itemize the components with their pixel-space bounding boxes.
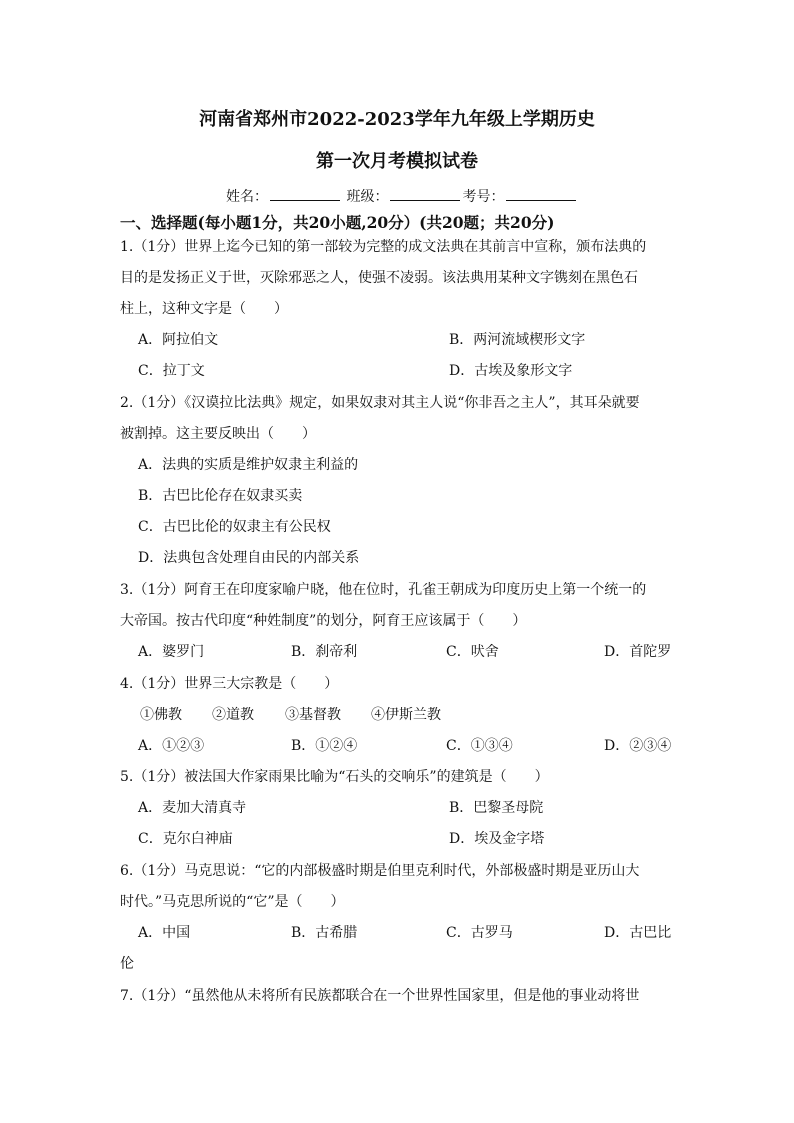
question-3-line-1: 3.（1分）阿育王在印度家喻户晓，他在位时，孔雀王朝成为印度历史上第一个统一的	[120, 582, 647, 598]
question-4-option-a[interactable]: A．①②③	[138, 738, 205, 754]
question-4-option-b[interactable]: B．①②④	[291, 738, 358, 754]
question-5-line-1: 5.（1分）被法国大作家雨果比喻为“石头的交响乐”的建筑是（ ）	[120, 769, 549, 785]
student-info-row	[226, 186, 578, 206]
question-6-option-d[interactable]: D．古巴比	[604, 925, 672, 941]
question-2-line-2: 被割掉。这主要反映出（ ）	[120, 426, 316, 442]
question-4-option-c[interactable]: C．①③④	[446, 738, 513, 754]
question-3-option-d[interactable]: D．首陀罗	[604, 644, 672, 660]
class-label: 班级：	[346, 189, 389, 205]
exam-no-label: 考号：	[462, 189, 505, 205]
question-7-line-1: 7.（1分）“虽然他从未将所有民族都联合在一个世界性国家里，但是他的事业动将世	[120, 988, 640, 1004]
question-5-option-b[interactable]: B．巴黎圣母院	[449, 800, 544, 816]
question-3-line-2: 大帝国。按古代印度“种姓制度”的划分，阿育王应该属于（ ）	[120, 613, 527, 629]
question-1-option-d[interactable]: D．古埃及象形文字	[449, 363, 573, 379]
question-4-line-1: 4.（1分）世界三大宗教是（ ）	[120, 676, 339, 692]
question-3-option-c[interactable]: C．吠舍	[446, 644, 499, 660]
class-blank[interactable]	[390, 188, 460, 201]
question-5-option-a[interactable]: A．麦加大清真寺	[138, 800, 247, 816]
question-2-option-a[interactable]: A．法典的实质是维护奴隶主利益的	[138, 457, 359, 473]
question-1-line-3: 柱上，这种文字是（ ）	[120, 301, 288, 317]
section-heading: 一、选择题(每小题1分，共20小题,20分）(共20题；共20分)	[120, 213, 555, 232]
question-6-option-a[interactable]: A．中国	[138, 925, 191, 941]
question-4-item-3: ③基督教	[285, 707, 341, 723]
question-4-item-4: ④伊斯兰教	[371, 707, 441, 723]
question-5-option-d[interactable]: D．埃及金字塔	[449, 831, 545, 847]
question-4-item-2: ②道教	[212, 707, 254, 723]
question-4-item-1: ①佛教	[140, 707, 182, 723]
exam-no-blank[interactable]	[506, 188, 576, 201]
question-1-line-1: 1.（1分）世界上迄今已知的第一部较为完整的成文法典在其前言中宣称，颁布法典的	[120, 239, 647, 255]
question-1-option-b[interactable]: B．两河流域楔形文字	[449, 332, 586, 348]
question-1-line-2: 目的是发扬正义于世，灭除邪恶之人，使强不凌弱。该法典用某种文字镌刻在黑色石	[120, 270, 638, 286]
question-6-line-1: 6.（1分）马克思说：“它的内部极盛时期是伯里克利时代，外部极盛时期是亚历山大	[120, 863, 640, 879]
question-3-option-a[interactable]: A．婆罗门	[138, 644, 205, 660]
question-4-option-d[interactable]: D．②③④	[604, 738, 672, 754]
question-6-option-b[interactable]: B．古希腊	[291, 925, 358, 941]
question-2-option-d[interactable]: D．法典包含处理自由民的内部关系	[138, 550, 360, 566]
exam-title-line1: 河南省郑州市2022-2023学年九年级上学期历史	[199, 109, 595, 130]
question-2-option-b[interactable]: B．古巴比伦存在奴隶买卖	[138, 488, 303, 504]
question-1-option-a[interactable]: A．阿拉伯文	[138, 332, 219, 348]
question-6-option-d-wrap: 伦	[120, 956, 134, 972]
question-2-line-1: 2.（1分）《汉谟拉比法典》规定，如果奴隶对其主人说“你非吾之主人”，其耳朵就要	[120, 395, 640, 411]
name-label: 姓名：	[226, 189, 268, 205]
exam-title-line2: 第一次月考模拟试卷	[316, 151, 478, 172]
question-1-option-c[interactable]: C．拉丁文	[138, 363, 205, 379]
question-5-option-c[interactable]: C．克尔白神庙	[138, 831, 233, 847]
question-2-option-c[interactable]: C．古巴比伦的奴隶主有公民权	[138, 519, 331, 535]
question-6-option-c[interactable]: C．古罗马	[446, 925, 513, 941]
question-3-option-b[interactable]: B．刹帝利	[291, 644, 358, 660]
name-blank[interactable]	[270, 188, 340, 201]
question-6-line-2: 时代。”马克思所说的“它”是（ ）	[120, 894, 345, 910]
